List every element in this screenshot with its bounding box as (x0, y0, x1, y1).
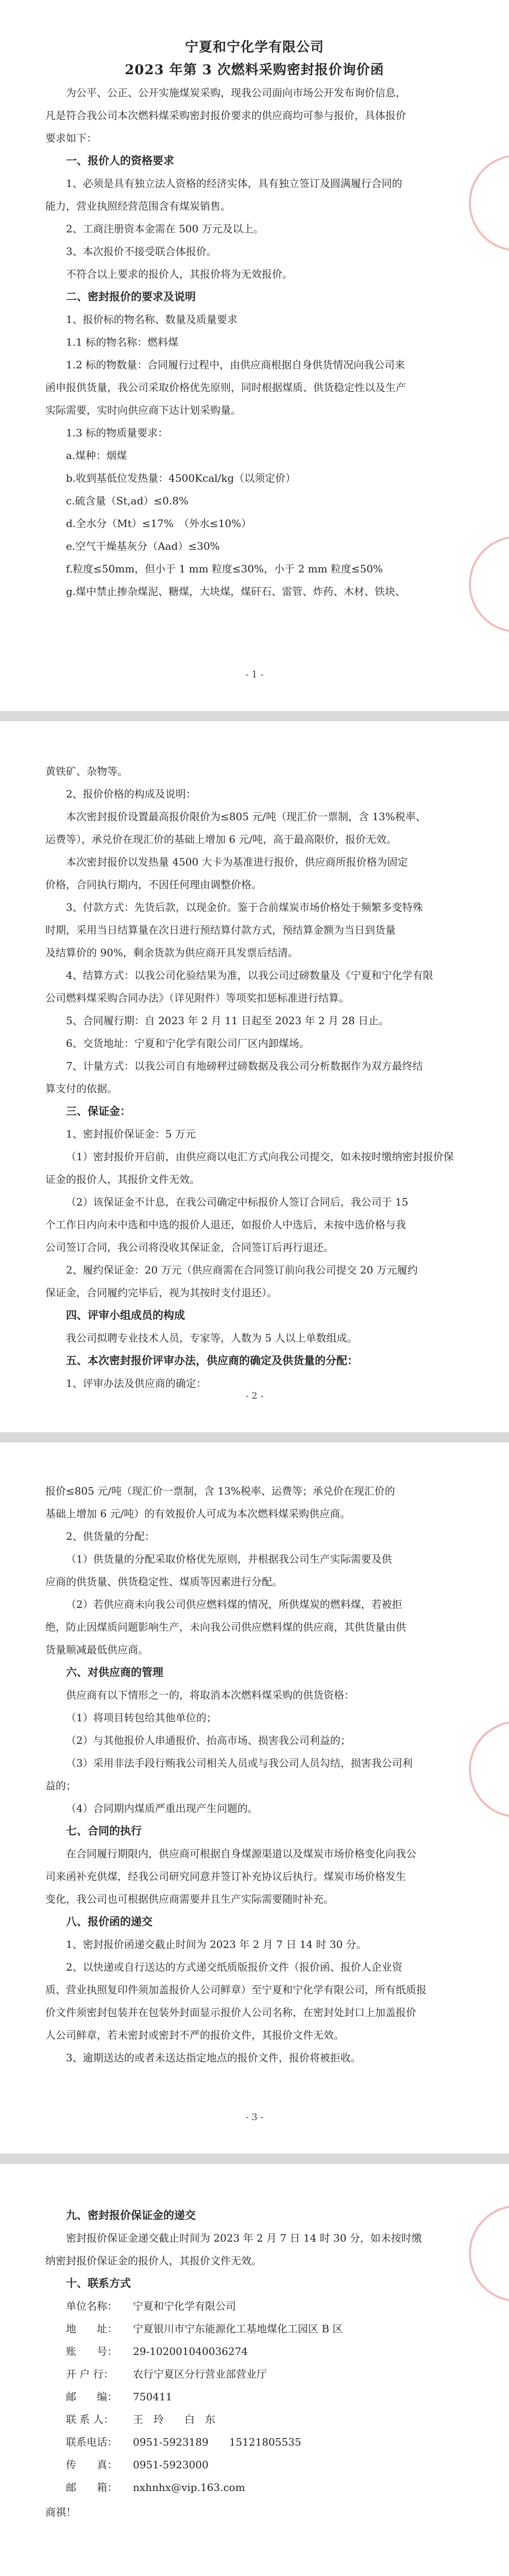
section-heading: 七、合同的执行 (66, 1825, 142, 1837)
paragraph-line: f.粒度≤50mm，但小于 1 mm 粒度≤30%，小于 2 mm 粒度≤50% (66, 563, 383, 575)
contact-value: nxhnhx@vip.163.com (133, 2481, 245, 2494)
paragraph-line: 本次密封报价设置最高报价限价为≤805 元/吨（现汇价一票制，含 13%税率、 (66, 810, 426, 823)
paragraph-line: 2、履约保证金：20 万元（供应商需在合同签订前向我公司提交 20 万元履约 (66, 1264, 418, 1276)
seal-stamp-edge (469, 1721, 509, 1818)
contact-value: 农行宁夏区分行营业部营业厅 (133, 2368, 267, 2380)
paragraph-line: 价格，合同执行期内，不因任何理由调整价格。 (45, 878, 262, 891)
paragraph-line: 基础上增加 6 元/吨）的有效报价人可成为本次燃料煤采购供应商。 (45, 1507, 351, 1520)
contact-row (45, 2476, 464, 2499)
paragraph-line: 1.3 标的物质量要求： (66, 427, 168, 439)
paragraph-line: 个工作日内向未中选和中选的报价人退还，如报价人中选后，未按中选价格与我 (45, 1218, 406, 1231)
paragraph-line: 函申报供货量，我公司采取价格优先原则，同时根据煤质、供货稳定性以及生产 (45, 381, 406, 394)
subsection-heading: 2、报价价格的构成及说明： (66, 788, 196, 800)
paragraph-line: 时期，采用当日结算量在次日进行预结算付款方式，预结算金额为当日到货量 (45, 924, 396, 936)
subsection-heading: 1、报价标的物名称、数量及质量要求 (66, 313, 237, 326)
contact-label: 联 系 人： (66, 2413, 114, 2426)
section-heading: 九、密封报价保证金的递交 (66, 2209, 196, 2222)
paragraph-line: （4）合同期内煤质严重出现产生问题的。 (66, 1802, 258, 1815)
paragraph-line: 1、密封报价保证金：5 万元 (66, 1128, 196, 1140)
contact-label: 传 真： (66, 2459, 117, 2471)
page-3-body (45, 1480, 464, 2069)
paragraph-line: 司来函补充供煤，经我公司研究同意并签订补充协议后执行。煤炭市场价格发生 (45, 1870, 406, 1883)
paragraph-line: 2、工商注册资本金需在 500 万元及以上。 (66, 223, 264, 235)
seal-stamp-edge (469, 155, 509, 251)
contact-value: 宁夏和宁化学有限公司 (133, 2300, 236, 2312)
contact-row (45, 2363, 464, 2385)
paragraph-line: 1、密封报价函递交截止时间为 2023 年 2 月 7 日 14 时 30 分。 (66, 1938, 367, 1951)
paragraph-line: 保证金，合同履约完毕后，视为其按时支付退还）。 (45, 1286, 277, 1299)
page-3-content (45, 1480, 464, 2069)
paragraph-line: 3、逾期送达的或者未送达指定地点的报价文件，报价将被拒收。 (66, 2052, 361, 2064)
contact-row (45, 2295, 464, 2317)
page-1-content (45, 36, 464, 603)
seal-stamp-edge (469, 536, 509, 633)
contact-list (45, 2295, 464, 2499)
paragraph-line: 黄铁矿、杂物等。 (45, 765, 128, 777)
subsection-heading: 2、供货量的分配： (66, 1530, 155, 1543)
seal-stamp-edge (469, 2205, 509, 2302)
paragraph-line: 能力，营业执照经营范围含有煤炭销售。 (45, 200, 231, 212)
contact-value: 宁夏银川市宁东能源化工基地煤化工园区 B 区 (133, 2323, 343, 2335)
paragraph-line: 密封报价保证金递交截止时间为 2023 年 2 月 7 日 14 时 30 分，如未按时缴 (66, 2232, 422, 2244)
page-2-content (45, 760, 464, 1395)
contact-value: 750411 (133, 2391, 173, 2403)
paragraph-line: 应商的供货量、供货稳定性、煤质等因素进行分配。 (45, 1575, 282, 1588)
section-heading: 三、保证金： (66, 1105, 131, 1117)
document-page-4 (0, 2164, 509, 2576)
paragraph-line: 公司燃料煤采购合同办法》（详见附件）等项奖扣惩标准进行结算。 (45, 992, 349, 1004)
paragraph-line: 3、本次报价不接受联合体报价。 (66, 245, 217, 258)
contact-row (45, 2385, 464, 2408)
paragraph-line: 报价≤805 元/吨（现汇价一票制，含 13%税率、运费等；承兑价在现汇价的 (45, 1485, 395, 1497)
document-page-2 (0, 721, 509, 1432)
paragraph-line: 6、交货地址：宁夏和宁化学有限公司厂区内卸煤场。 (66, 1037, 310, 1049)
paragraph-line: 要求如下： (45, 132, 97, 144)
contact-label: 邮 箱： (66, 2481, 117, 2494)
paragraph-line: 纳密封报价保证金的报价人，其报价文件无效。 (45, 2255, 262, 2267)
paragraph-line: 不符合以上要求的报价人，其报价将为无效报价。 (66, 268, 293, 280)
page-4-content (45, 2204, 464, 2523)
paragraph-line: 人公司鲜章，若未密封或密封不严的报价文件，其报价文件无效。 (45, 2029, 344, 2041)
paragraph-line: 算支付的依据。 (45, 1082, 117, 1095)
document-page-3 (0, 1443, 509, 2154)
contact-value: 29-102001040036274 (133, 2345, 248, 2358)
contact-label: 联系电话： (66, 2436, 117, 2448)
paragraph-line: b.收到基低位发热量：4500Kcal/kg（以须定价） (66, 472, 296, 484)
contact-label: 地 址： (66, 2323, 117, 2335)
paragraph-line: a.煤种：烟煤 (66, 449, 127, 462)
paragraph-line: （1）密封报价开启前，由供应商以电汇方式向我公司提交，如未按时缴纳密封报价保 (66, 1150, 454, 1163)
paragraph-line: （2）若供应商未向我公司供应燃料煤的情况，所供煤炭的燃料煤，若被拒 (66, 1598, 402, 1611)
section-heading: 五、本次密封报价评审办法，供应商的确定及供货量的分配： (66, 1354, 358, 1367)
paragraph-line: g.煤中禁止掺杂煤泥、糖煤，大块煤，煤矸石、雷管、炸药、木材、铁块、 (66, 585, 406, 598)
paragraph-line: 及结算价的 90%，剩余货款为供应商开具发票后结清。 (45, 946, 298, 959)
contact-label: 邮 编： (66, 2391, 117, 2403)
contact-row (45, 2340, 464, 2363)
closing-greeting: 商祺！ (45, 2506, 76, 2518)
paragraph-line: 货量顺减最低供应商。 (45, 1643, 148, 1656)
section-heading: 十、联系方式 (66, 2277, 131, 2290)
contact-row (45, 2431, 464, 2453)
paragraph-line: 我公司拟聘专业技术人员，专家等，人数为 5 人以上单数组成。 (66, 1332, 358, 1344)
page-1-body (45, 81, 464, 603)
paragraph-line: 绝，防止因煤质问题影响生产，未向我公司供应燃料煤的供应商，其供货量由供 (45, 1621, 406, 1633)
paragraph-line: 益的； (45, 1780, 76, 1792)
contact-value: 0951-5923000 (133, 2459, 209, 2471)
section-heading: 一、报价人的资格要求 (66, 155, 174, 167)
document-page-1 (0, 0, 509, 711)
subsection-heading: 1、评审办法及供应商的确定： (66, 1377, 207, 1389)
contact-label: 开 户 行： (66, 2368, 114, 2380)
paragraph-line: e.空气干燥基灰分（Aad）≤30% (66, 540, 220, 552)
section-heading: 二、密封报价的要求及说明 (66, 291, 196, 303)
paragraph-line: 3、付款方式：先货后款，以现金价。鉴于合前煤炭市场价格处于频繁多变特殊 (66, 901, 423, 913)
page-number: - 3 - (245, 2112, 264, 2123)
contact-label: 单位名称： (66, 2300, 117, 2312)
paragraph-line: （2）该保证金不计息，在我公司确定中标报价人签订合同后，我公司于 15 (66, 1196, 409, 1208)
paragraph-line: 实际需要，实时向供应商下达计划采购量。 (45, 404, 241, 416)
page-4-body (45, 2204, 464, 2295)
contact-row (45, 2453, 464, 2476)
contact-value: 0951-5923189 15121805535 (133, 2436, 301, 2448)
contact-row (45, 2408, 464, 2431)
paragraph-line: （3）采用非法手段行贿我公司相关人员或与我公司人员勾结，损害我公司利 (66, 1757, 413, 1769)
paragraph-line: 证金的报价人，其报价文件无效。 (45, 1173, 200, 1185)
page-number: - 2 - (245, 1391, 264, 1401)
section-heading: 六、对供应商的管理 (66, 1666, 163, 1679)
paragraph-line: 凡是符合我公司本次燃料煤采购密封报价要求的供应商均可参与报价，具体报价 (45, 109, 406, 122)
paragraph-line: 7、计量方式：以我公司自有地磅秤过磅数据及我公司分析数据作为双方最终结 (66, 1060, 423, 1072)
paragraph-line: 供应商有以下情形之一的，将取消本次燃料煤采购的供货资格： (66, 1689, 354, 1701)
paragraph-line: 本次密封报价以发热量 4500 大卡为基准进行报价，供应商所报价格为固定 (66, 856, 408, 868)
paragraph-line: 4、结算方式：以我公司化验结果为准，以我公司过磅数量及《宁夏和宁化学有限 (66, 969, 433, 981)
paragraph-line: 在合同履行期限内，供应商可根据自身煤源渠道以及煤炭市场价格变化向我公 (66, 1848, 416, 1860)
paragraph-line: d.全水分（Mt）≤17% （外水≤10%） (66, 517, 252, 530)
paragraph-line: 1.2 标的物数量：合同履行过程中，由供应商根据自身供货情况向我公司来 (66, 359, 405, 371)
contact-label: 账 号： (66, 2345, 117, 2358)
contact-row (45, 2317, 464, 2340)
paragraph-line: 价文件须密封包装并在包装外封面显示报价人公司名称，在密封处封口上加盖报价 (45, 2006, 416, 2019)
paragraph-line: 运费等），承兑价在现汇价的基础上增加 6 元/吨，高于最高限价，报价无效。 (45, 833, 397, 845)
section-heading: 八、报价函的递交 (66, 1916, 152, 1928)
paragraph-line: 公司签订合同，我公司将没收其保证金，合同签订后再行退还。 (45, 1241, 334, 1253)
paragraph-line: 5、合同履行期：自 2023 年 2 月 11 日起至 2023 年 2 月 28 日止。 (66, 1014, 389, 1027)
page-number: - 1 - (245, 669, 264, 680)
paragraph-line: 质、营业执照复印件须加盖报价人公司鲜章）至宁夏和宁化学有限公司，所有纸质报 (45, 1984, 427, 1996)
paragraph-line: 1.1 标的物名称：燃料煤 (66, 336, 179, 348)
paragraph-line: （1）将项目转包给其他单位的； (66, 1711, 217, 1724)
paragraph-line: （2）与其他报价人串通报价、抬高市场、损害我公司利益的； (66, 1734, 351, 1747)
contact-value: 王 玲 白 东 (133, 2413, 215, 2426)
paragraph-line: c.硫含量（St,ad）≤0.8% (66, 495, 189, 507)
paragraph-line: （1）供货量的分配采取价格优先原则，并根据我公司生产实际需要及供 (66, 1553, 392, 1565)
document-title-company: 宁夏和宁化学有限公司 (184, 40, 324, 55)
page-2-body (45, 760, 464, 1395)
paragraph-line: 变化，我公司也可根据供应商需要并且生产实际需要随时补充。 (45, 1893, 334, 1905)
section-heading: 四、评审小组成员的构成 (66, 1309, 185, 1321)
document-title: 2023 年第 3 次燃料采购密封报价询价函 (125, 62, 384, 78)
paragraph-line: 为公平、公正、公开实施煤炭采购，现我公司面向市场公开发布询价信息， (66, 87, 406, 99)
paragraph-line: 2、以快递或自行送达的方式递交纸质版报价文件（报价函、报价人企业资 (66, 1961, 402, 1973)
paragraph-line: 1、必须是具有独立法人资格的经济实体，具有独立签订及圆满履行合同的 (66, 177, 402, 190)
